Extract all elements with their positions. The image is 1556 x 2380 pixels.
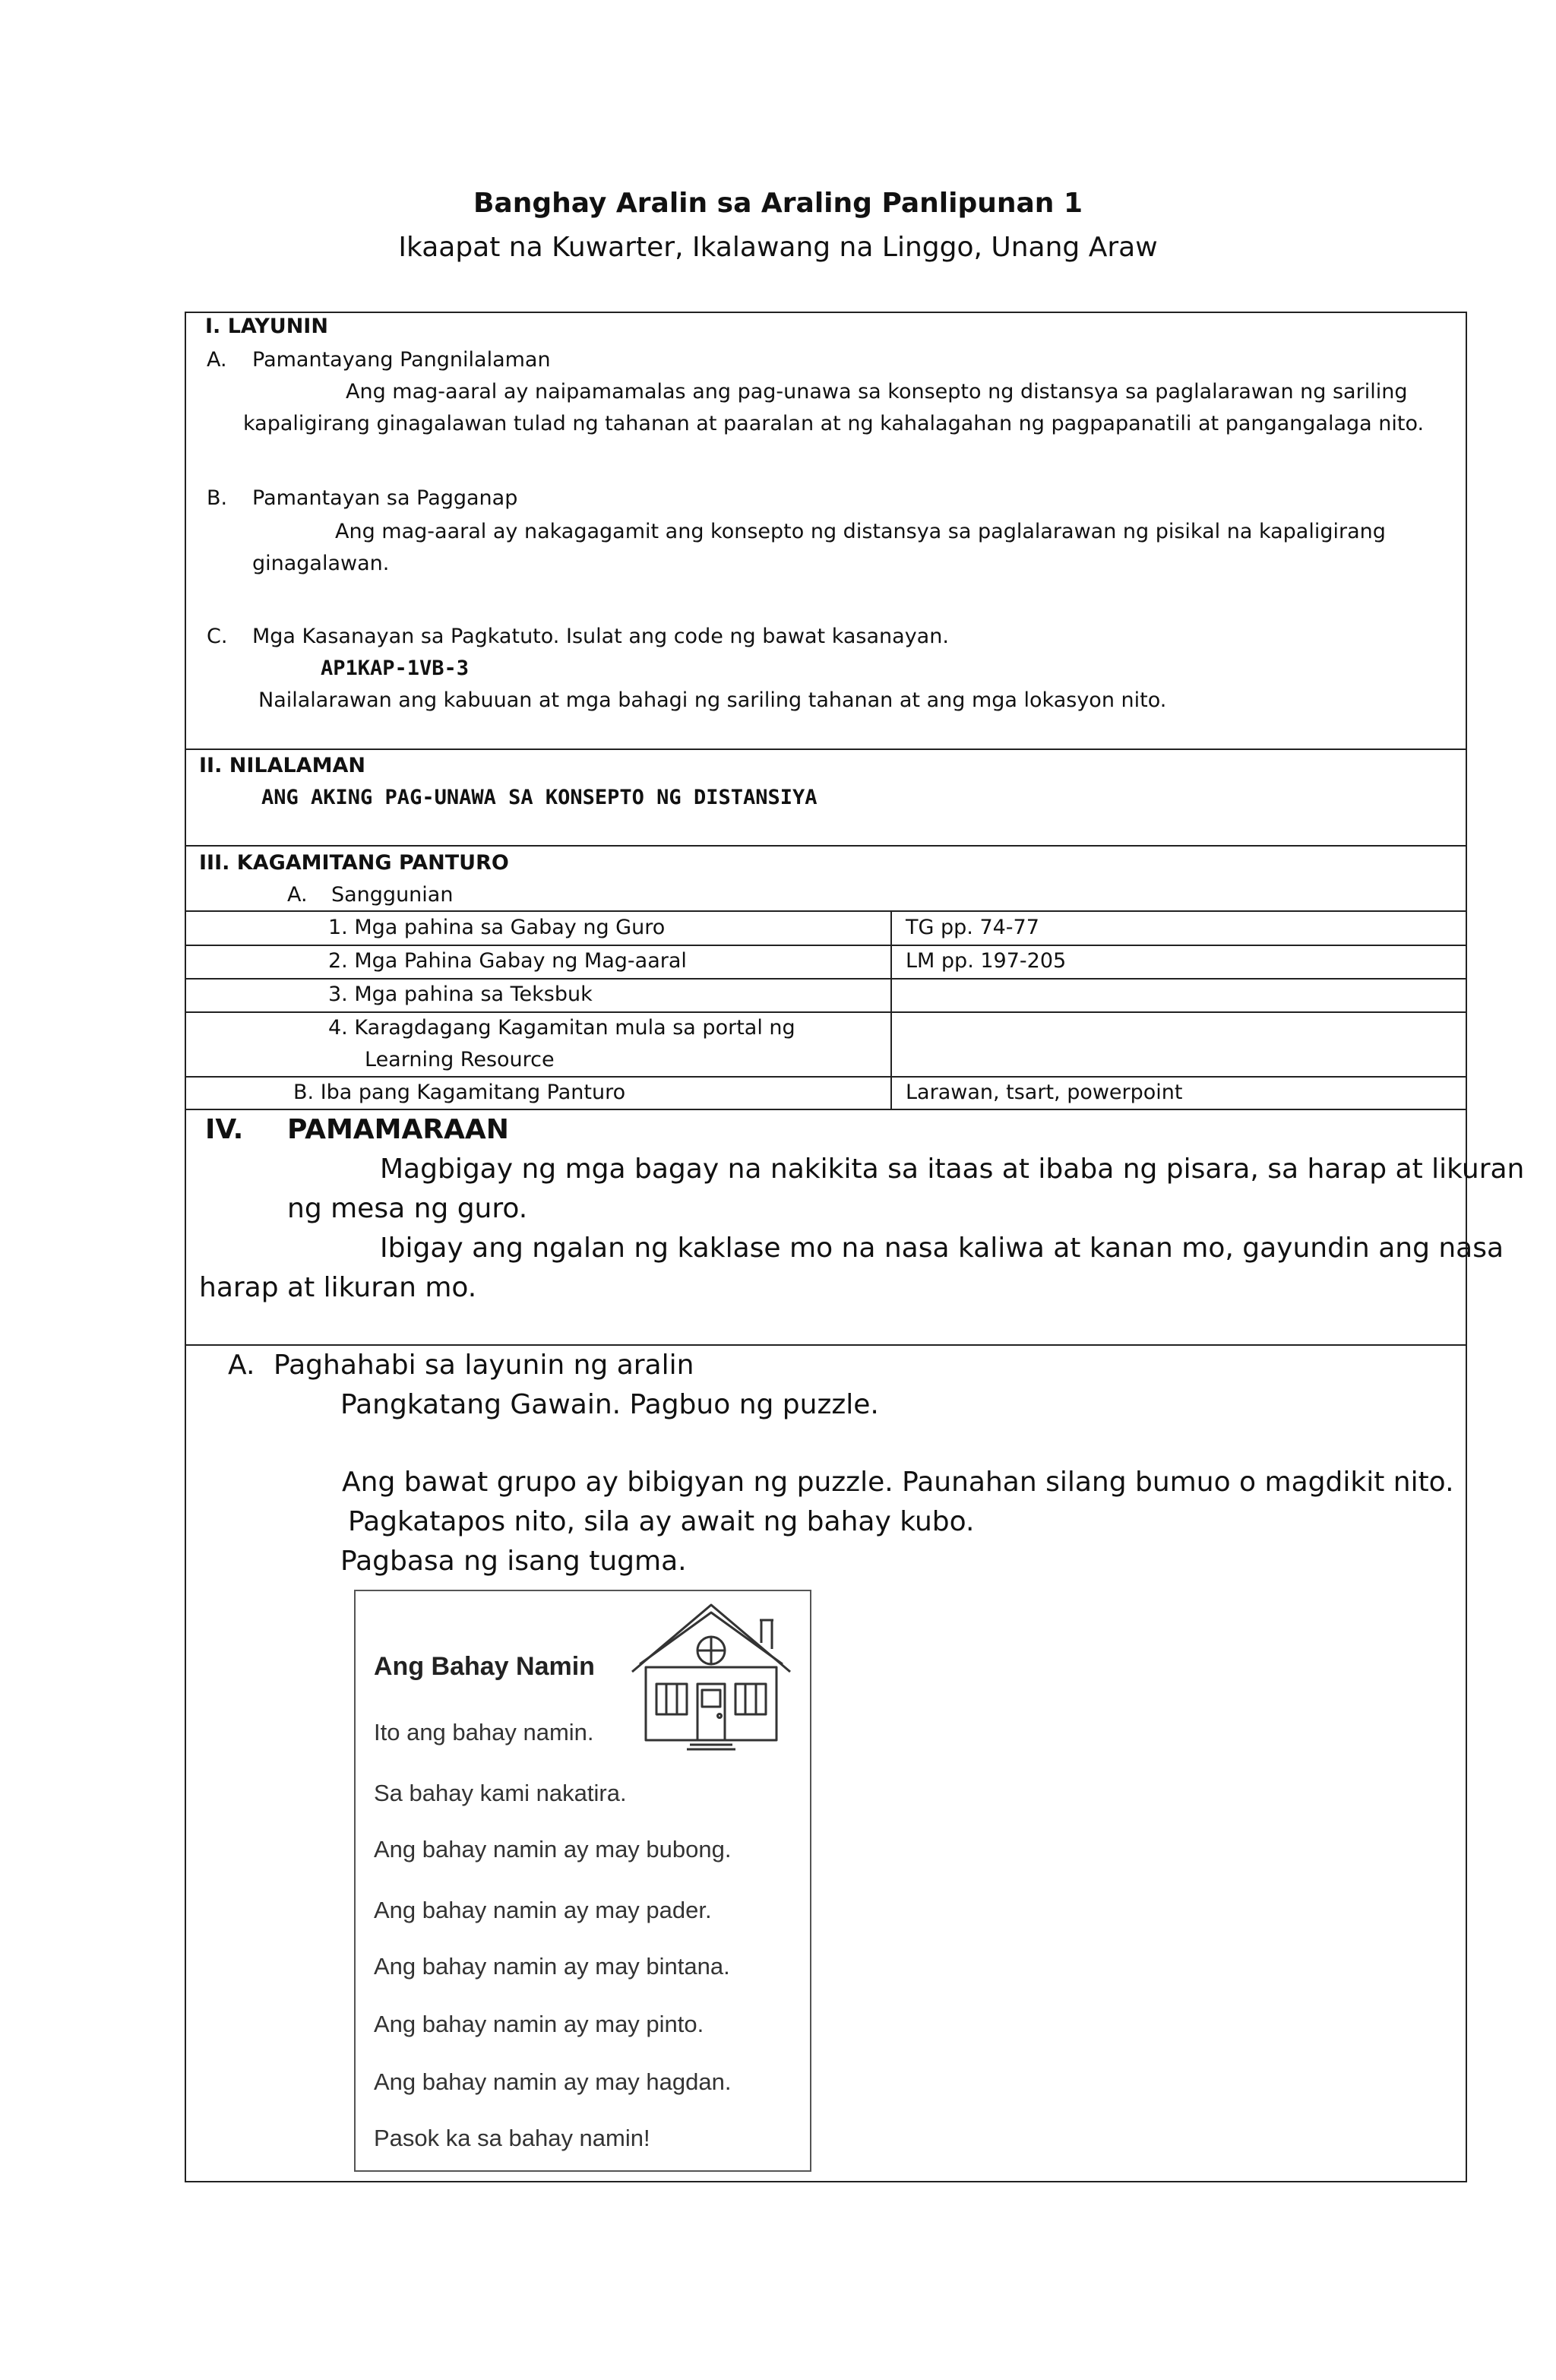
layunin-b-label: B. (207, 486, 228, 510)
poem-line-8: Pasok ka sa bahay namin! (374, 2125, 650, 2151)
kagamitan-heading: III. KAGAMITANG PANTURO (199, 851, 509, 875)
layunin-a-title: Pamantayang Pangnilalaman (252, 348, 551, 372)
poem-line-7: Ang bahay namin ay may hagdan. (374, 2068, 732, 2095)
layunin-a-label: A. (207, 348, 227, 372)
page-subtitle: Ikaapat na Kuwarter, Ikalawang na Linggo, Unang Araw (398, 232, 1158, 263)
pamamaraan-p2-line2: harap at likuran mo. (199, 1272, 477, 1303)
layunin-b-title: Pamantayan sa Pagganap (252, 486, 518, 510)
divider-layunin (185, 748, 1467, 750)
poem-title: Ang Bahay Namin (374, 1652, 595, 1681)
pamamaraan-p2-line1: Ibigay ang ngalan ng kaklase mo na nasa kaliwa at kanan mo, gayundin ang nasa (380, 1233, 1504, 1264)
layunin-c-code: AP1KAP-1VB-3 (321, 657, 470, 680)
paghahabi-line3: Pagkatapos nito, sila ay await ng bahay kubo. (348, 1506, 975, 1537)
table-row-5-label: B. Iba pang Kagamitang Panturo (293, 1081, 626, 1104)
kagamitan-a-title: Sanggunian (331, 883, 454, 907)
layunin-a-text-1: Ang mag-aaral ay naipamamalas ang pag-unawa sa konsepto ng distansya sa paglalarawan ng sariling (346, 380, 1408, 404)
paghahabi-title: Paghahabi sa layunin ng aralin (274, 1350, 694, 1381)
poem-line-3: Ang bahay namin ay may bubong. (374, 1836, 732, 1863)
layunin-c-title: Mga Kasanayan sa Pagkatuto. Isulat ang code ng bawat kasanayan. (252, 625, 949, 648)
layunin-c-label: C. (207, 625, 228, 648)
divider-row-2 (185, 945, 1467, 946)
nilalaman-heading: II. NILALAMAN (199, 754, 365, 777)
poem-line-5: Ang bahay namin ay may bintana. (374, 1953, 730, 1980)
poem-line-1: Ito ang bahay namin. (374, 1719, 594, 1745)
paghahabi-line4: Pagbasa ng isang tugma. (340, 1546, 687, 1577)
layunin-a-text-2: kapaligirang ginagalawan tulad ng tahanan at paaralan at ng kahalagahan ng pagpapanatili at pangangalaga nito. (243, 412, 1425, 435)
poem-line-4: Ang bahay namin ay may pader. (374, 1897, 712, 1923)
divider-pamamaraan (185, 1344, 1467, 1346)
table-row-1-value: TG pp. 74-77 (906, 916, 1039, 939)
paghahabi-line1: Pangkatang Gawain. Pagbuo ng puzzle. (340, 1389, 879, 1420)
poem-line-2: Sa bahay kami nakatira. (374, 1780, 627, 1806)
house-icon (626, 1594, 796, 1752)
table-row-5-value: Larawan, tsart, powerpoint (906, 1081, 1183, 1104)
paghahabi-label: A. (228, 1350, 255, 1381)
divider-row-1 (185, 910, 1467, 912)
pamamaraan-heading: PAMAMARAAN (287, 1114, 509, 1145)
table-row-2-label: 2. Mga Pahina Gabay ng Mag-aaral (328, 949, 687, 973)
paghahabi-line2: Ang bawat grupo ay bibigyan ng puzzle. Paunahan silang bumuo o magdikit nito. (342, 1467, 1454, 1498)
layunin-heading: I. LAYUNIN (205, 315, 328, 338)
table-row-4-label: 4. Karagdagang Kagamitan mula sa portal ng (328, 1016, 795, 1040)
divider-row-5 (185, 1076, 1467, 1078)
table-row-4-label-2: Learning Resource (365, 1048, 555, 1071)
table-row-1-label: 1. Mga pahina sa Gabay ng Guro (328, 916, 666, 939)
column-divider (890, 910, 892, 1109)
nilalaman-text: ANG AKING PAG-UNAWA SA KONSEPTO NG DISTANSIYA (261, 786, 818, 809)
layunin-b-text-1: Ang mag-aaral ay nakagagamit ang konsepto ng distansya sa paglalarawan ng pisikal na kapaligirang (335, 520, 1386, 543)
divider-row-3 (185, 978, 1467, 980)
pamamaraan-heading-num: IV. (205, 1114, 244, 1145)
poem-card (354, 1590, 811, 2172)
layunin-c-text: Nailalarawan ang kabuuan at mga bahagi ng sariling tahanan at ang mga lokasyon nito. (258, 688, 1167, 712)
divider-nilalaman (185, 845, 1467, 847)
divider-row-6 (185, 1109, 1467, 1110)
divider-row-4 (185, 1011, 1467, 1013)
page-title: Banghay Aralin sa Araling Panlipunan 1 (473, 188, 1083, 219)
kagamitan-a-label: A. (287, 883, 308, 907)
table-row-3-label: 3. Mga pahina sa Teksbuk (328, 983, 593, 1006)
layunin-b-text-2: ginagalawan. (252, 552, 390, 575)
pamamaraan-p1-line1: Magbigay ng mga bagay na nakikita sa itaas at ibaba ng pisara, sa harap at likuran (380, 1154, 1525, 1185)
poem-line-6: Ang bahay namin ay may pinto. (374, 2011, 704, 2037)
table-row-2-value: LM pp. 197-205 (906, 949, 1067, 973)
pamamaraan-p1-line2: ng mesa ng guro. (287, 1193, 528, 1224)
